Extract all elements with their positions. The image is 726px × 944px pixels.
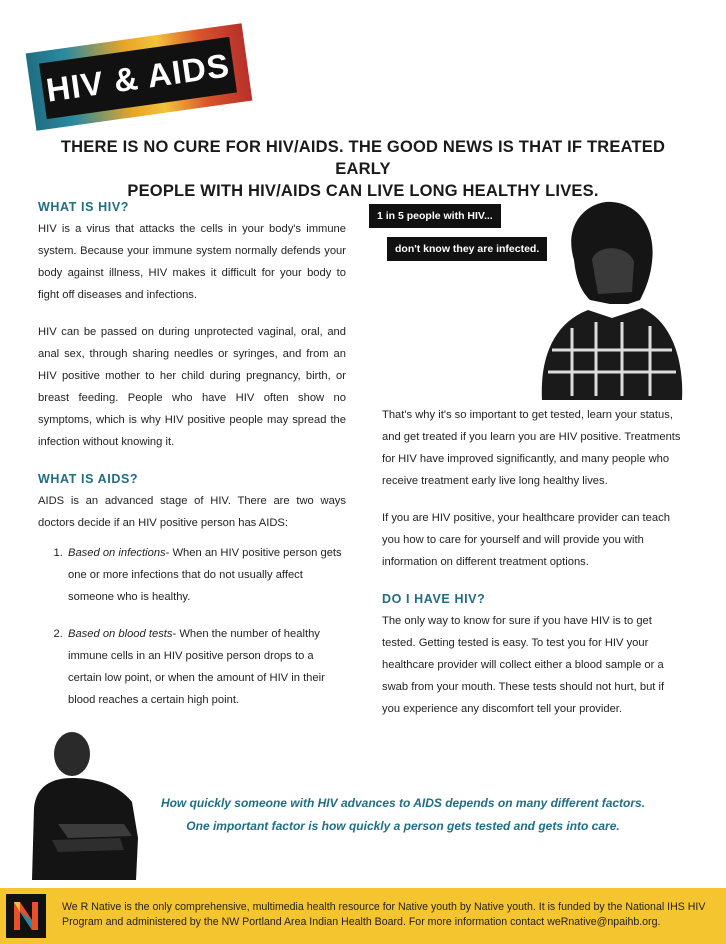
we-r-native-logo-icon xyxy=(6,894,46,938)
headline-line-2: PEOPLE WITH HIV/AIDS CAN LIVE LONG HEALTHY LIVES. xyxy=(127,182,599,200)
what-is-hiv-paragraph-1: HIV is a virus that attacks the cells in your body's immune system. Because your immune system normally defends your body against illness, HIV makes it difficult for your body to fight off diseases and infections. xyxy=(38,223,346,301)
right-column xyxy=(382,404,684,720)
callout-unaware: don't know they are infected. xyxy=(387,237,547,261)
list-item-label: Based on infections xyxy=(68,547,166,559)
headline-line-1: THERE IS NO CURE FOR HIV/AIDS. THE GOOD NEWS IS THAT IF TREATED EARLY xyxy=(60,138,666,178)
right-paragraph-2: If you are HIV positive, your healthcare provider can teach you how to care for yourself and will provide you with information on different treatment options. xyxy=(382,512,670,568)
do-i-have-hiv-heading: DO I HAVE HIV? xyxy=(382,592,486,606)
what-is-hiv-heading: WHAT IS HIV? xyxy=(38,200,129,214)
list-item xyxy=(66,623,346,711)
aids-criteria-list xyxy=(38,542,346,711)
factor-line-2: One important factor is how quickly a person gets tested and gets into care. xyxy=(186,819,620,833)
callout-statistic: 1 in 5 people with HIV... xyxy=(369,204,501,228)
what-is-hiv-paragraph-2: HIV can be passed on during unprotected vaginal, oral, and anal sex, through sharing needles or syringes, and from an HIV positive mother to her child during pregnancy, birth, or breast feeding. People who have HIV often show no symptoms, which is why HIV positive people may spread the infection without knowing it. xyxy=(38,326,346,448)
right-paragraph-3: The only way to know for sure if you have HIV is to get tested. Getting tested is easy. To test you for HIV your healthcare provider will collect either a blood sample or a swab from your mouth. These tests should not hurt, but if you experience any discomfort tell your provider. xyxy=(382,615,665,715)
footer-text: We R Native is the only comprehensive, multimedia health resource for Native youth by Native youth. It is funded by the National IHS HIV Program and administered by the NW Portland Area Indian Health Board. For more information contact weRnative@npaihb.org. xyxy=(62,901,706,928)
what-is-aids-heading: WHAT IS AIDS? xyxy=(38,472,139,486)
page-title: HIV & AIDS xyxy=(43,46,232,109)
headline xyxy=(40,136,686,202)
factor-line-1: How quickly someone with HIV advances to AIDS depends on many different factors. xyxy=(160,796,646,810)
list-item xyxy=(66,542,346,608)
list-item-text: - When the number of healthy immune cells in an HIV positive person drops to a certain low point, or when the amount of HIV in their blood reaches a certain high point. xyxy=(68,628,325,706)
what-is-aids-intro: AIDS is an advanced stage of HIV. There are two ways doctors decide if an HIV positive person has AIDS: xyxy=(38,495,346,529)
youth-photo-icon xyxy=(532,200,686,400)
right-paragraph-1: That's why it's so important to get tested, learn your status, and get treated if you learn you are HIV positive. Treatments for HIV have improved significantly, and many people who receive treatment early live long healthy lives. xyxy=(382,409,681,487)
list-item-label: Based on blood tests xyxy=(68,628,173,640)
list-item-text: - When an HIV positive person gets one or more infections that do not usually affect someone who is healthy. xyxy=(68,547,342,603)
left-column xyxy=(38,196,346,711)
footer xyxy=(0,888,726,944)
